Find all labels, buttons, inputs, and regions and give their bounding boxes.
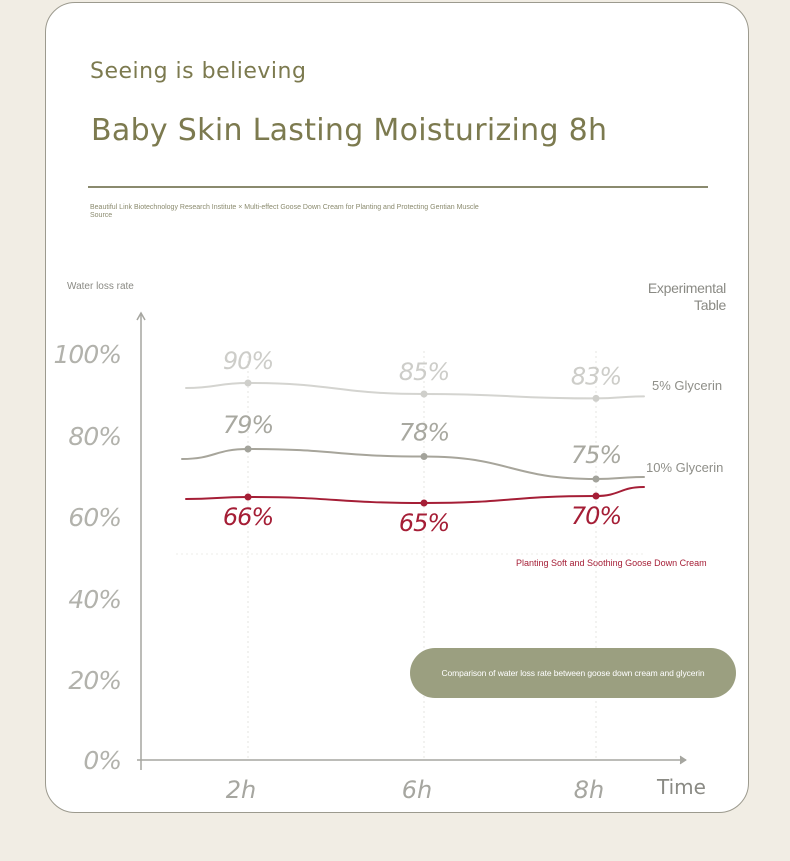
y-tick-label-3: 60% <box>68 503 121 532</box>
data-point-10-glycerin-6h <box>421 453 428 460</box>
y-tick-label-0: 0% <box>83 746 121 775</box>
data-point-goose-down-cream-6h <box>421 500 428 507</box>
y-tick-label-4: 80% <box>68 422 121 451</box>
data-point-5-glycerin-6h <box>421 391 428 398</box>
series-label-10-glycerin: 10% Glycerin <box>646 460 724 475</box>
y-axis-title: Water loss rate <box>67 281 134 292</box>
data-label-10-glycerin-6h: 78% <box>398 418 450 447</box>
legend-title-line2: Table <box>694 297 726 313</box>
data-label-10-glycerin-8h: 75% <box>570 441 622 469</box>
x-tick-label-2h: 2h <box>225 776 257 804</box>
data-point-5-glycerin-8h <box>593 395 600 402</box>
source-note: Beautiful Link Biotechnology Research Institute × Multi-effect Goose Down Cream for Planting and Protecting Gentian Muscle Source <box>90 204 479 219</box>
series-line-goose-down-cream <box>186 487 644 503</box>
data-label-goose-down-cream-2h: 66% <box>222 503 274 531</box>
data-point-5-glycerin-2h <box>245 380 252 387</box>
x-axis-title: Time <box>657 775 706 799</box>
page-title: Baby Skin Lasting Moisturizing 8h <box>91 113 608 148</box>
comparison-badge: Comparison of water loss rate between goose down cream and glycerin <box>410 648 736 698</box>
y-tick-label-5: 100% <box>53 340 121 369</box>
legend-title-line1: Experimental <box>647 280 726 296</box>
data-label-goose-down-cream-8h: 70% <box>570 502 622 530</box>
y-tick-label-2: 40% <box>68 585 121 614</box>
data-point-10-glycerin-8h <box>593 476 600 483</box>
data-point-10-glycerin-2h <box>245 446 252 453</box>
data-label-10-glycerin-2h: 79% <box>222 411 274 439</box>
y-tick-label-1: 20% <box>68 666 121 695</box>
data-label-5-glycerin-8h: 83% <box>570 362 622 391</box>
x-tick-label-6h: 6h <box>401 776 433 804</box>
data-label-goose-down-cream-6h: 65% <box>398 509 450 537</box>
series-label-5-glycerin: 5% Glycerin <box>652 378 723 393</box>
x-tick-label-8h: 8h <box>573 776 605 804</box>
infographic-card <box>45 2 749 813</box>
data-label-5-glycerin-2h: 90% <box>222 347 274 375</box>
data-point-goose-down-cream-2h <box>245 494 252 501</box>
x-axis-arrow <box>680 756 686 764</box>
subtitle: Seeing is believing <box>90 59 307 84</box>
data-label-5-glycerin-6h: 85% <box>398 358 450 386</box>
series-label-goose-down-cream: Planting Soft and Soothing Goose Down Cream <box>516 558 707 568</box>
data-point-goose-down-cream-8h <box>593 493 600 500</box>
